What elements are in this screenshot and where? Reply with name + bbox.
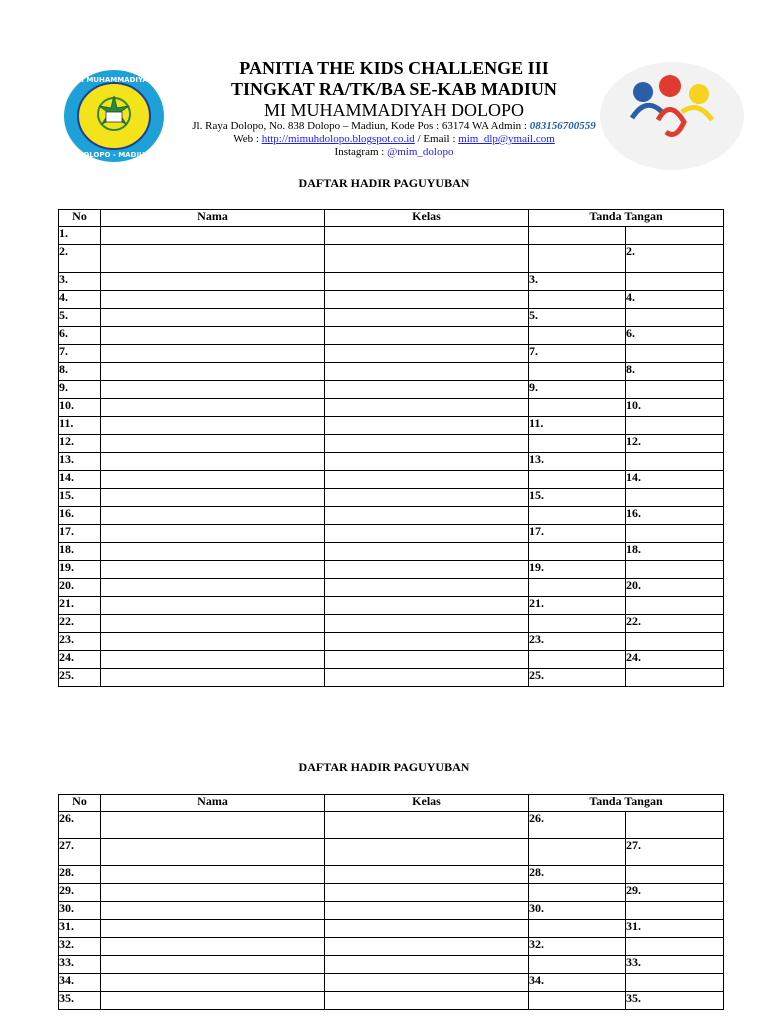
class-cell[interactable] [325,839,529,866]
name-cell[interactable] [101,902,325,920]
signature-cell-right[interactable]: 24. [626,651,724,669]
signature-cell-right[interactable] [626,974,724,992]
signature-cell-left[interactable] [529,543,626,561]
table-row [59,525,724,543]
name-cell[interactable] [101,633,325,651]
row-number: 13. [59,453,101,471]
name-cell[interactable] [101,291,325,309]
mi-muhammadiyah-logo [62,68,166,164]
class-cell[interactable] [325,884,529,902]
web-email-line [160,133,628,146]
class-cell[interactable] [325,597,529,615]
signature-cell-left[interactable] [529,992,626,1010]
svg-text:MI MUHAMMADIYAH: MI MUHAMMADIYAH [74,76,154,84]
row-number: 28. [59,866,101,884]
name-cell[interactable] [101,884,325,902]
table-row [59,669,724,687]
header-line-2: TINGKAT RA/TK/BA SE-KAB MADIUN [231,79,557,99]
kids-challenge-logo [598,60,746,172]
table-row [59,561,724,579]
column-header-tanda-tangan: Tanda Tangan [529,210,724,227]
row-number: 35. [59,992,101,1010]
table-row [59,399,724,417]
signature-cell-right[interactable]: 10. [626,399,724,417]
attendance-table-2 [58,794,724,1010]
signature-cell-right[interactable] [626,381,724,399]
name-cell[interactable] [101,669,325,687]
row-number: 9. [59,381,101,399]
signature-cell-left[interactable] [529,227,626,245]
name-cell[interactable] [101,435,325,453]
email-link[interactable]: mim_dlp@ymail.com [458,133,555,145]
signature-cell-left[interactable] [529,507,626,525]
signature-cell-left[interactable] [529,615,626,633]
row-number: 15. [59,489,101,507]
column-header-no: No [59,795,101,812]
signature-cell-right[interactable] [626,227,724,245]
signature-cell-left[interactable] [529,399,626,417]
class-cell[interactable] [325,812,529,839]
signature-cell-right[interactable] [626,812,724,839]
table-row [59,309,724,327]
signature-cell-left[interactable]: 23. [529,633,626,651]
address-line [160,120,628,133]
signature-cell-left[interactable] [529,920,626,938]
name-cell[interactable] [101,839,325,866]
column-header-nama: Nama [101,210,325,227]
table-row [59,992,724,1010]
class-cell[interactable] [325,579,529,597]
row-number: 16. [59,507,101,525]
signature-cell-right[interactable] [626,669,724,687]
signature-cell-right[interactable] [626,866,724,884]
class-cell[interactable] [325,507,529,525]
signature-cell-left[interactable]: 15. [529,489,626,507]
attendance-table-1 [58,209,724,687]
class-cell[interactable] [325,417,529,435]
row-number: 14. [59,471,101,489]
table-header-row [59,795,724,812]
table-row [59,812,724,839]
table-row [59,866,724,884]
signature-cell-right[interactable] [626,561,724,579]
row-number: 10. [59,399,101,417]
row-number: 1. [59,227,101,245]
name-cell[interactable] [101,525,325,543]
section-title-2: DAFTAR HADIR PAGUYUBAN [298,760,470,774]
row-number: 17. [59,525,101,543]
name-cell[interactable] [101,327,325,345]
class-cell[interactable] [325,543,529,561]
row-number: 5. [59,309,101,327]
class-cell[interactable] [325,363,529,381]
row-number: 7. [59,345,101,363]
section-title-1: DAFTAR HADIR PAGUYUBAN [298,176,470,190]
signature-cell-right[interactable]: 27. [626,839,724,866]
row-number: 29. [59,884,101,902]
signature-cell-right[interactable]: 16. [626,507,724,525]
signature-cell-right[interactable]: 4. [626,291,724,309]
class-cell[interactable] [325,633,529,651]
svg-text:DOLOPO - MADIUN: DOLOPO - MADIUN [77,151,151,159]
name-cell[interactable] [101,309,325,327]
name-cell[interactable] [101,597,325,615]
signature-cell-right[interactable] [626,902,724,920]
column-header-tanda-tangan: Tanda Tangan [529,795,724,812]
name-cell[interactable] [101,507,325,525]
signature-cell-left[interactable]: 32. [529,938,626,956]
signature-cell-right[interactable] [626,489,724,507]
table-row [59,956,724,974]
signature-cell-right[interactable] [626,525,724,543]
class-cell[interactable] [325,345,529,363]
table-row [59,651,724,669]
signature-cell-right[interactable] [626,633,724,651]
class-cell[interactable] [325,938,529,956]
row-number: 26. [59,812,101,839]
table-row [59,507,724,525]
address-text: Jl. Raya Dolopo, No. 838 Dolopo – Madiun, Kode Pos : 63174 WA Admin : [192,120,527,132]
signature-cell-left[interactable]: 25. [529,669,626,687]
table-row [59,489,724,507]
signature-cell-left[interactable]: 34. [529,974,626,992]
signature-cell-left[interactable]: 28. [529,866,626,884]
table-row [59,884,724,902]
class-cell[interactable] [325,227,529,245]
class-cell[interactable] [325,291,529,309]
signature-cell-right[interactable] [626,453,724,471]
signature-cell-right[interactable]: 8. [626,363,724,381]
signature-cell-left[interactable]: 9. [529,381,626,399]
name-cell[interactable] [101,561,325,579]
row-number: 2. [59,245,101,273]
table-row [59,327,724,345]
table-row [59,839,724,866]
signature-cell-left[interactable] [529,363,626,381]
signature-cell-right[interactable]: 29. [626,884,724,902]
signature-cell-right[interactable] [626,417,724,435]
class-cell[interactable] [325,399,529,417]
signature-cell-left[interactable] [529,839,626,866]
class-cell[interactable] [325,974,529,992]
class-cell[interactable] [325,245,529,273]
name-cell[interactable] [101,489,325,507]
name-cell[interactable] [101,363,325,381]
row-number: 30. [59,902,101,920]
header-line-1: PANITIA THE KIDS CHALLENGE III [239,58,549,78]
row-number: 25. [59,669,101,687]
name-cell[interactable] [101,866,325,884]
name-cell[interactable] [101,345,325,363]
name-cell[interactable] [101,245,325,273]
table-row [59,453,724,471]
signature-cell-right[interactable]: 6. [626,327,724,345]
name-cell[interactable] [101,992,325,1010]
name-cell[interactable] [101,651,325,669]
class-cell[interactable] [325,615,529,633]
signature-cell-right[interactable]: 20. [626,579,724,597]
signature-cell-left[interactable]: 21. [529,597,626,615]
table-row [59,417,724,435]
class-cell[interactable] [325,902,529,920]
row-number: 4. [59,291,101,309]
school-name: MI MUHAMMADIYAH DOLOPO [263,100,524,120]
name-cell[interactable] [101,974,325,992]
letterhead [0,58,768,168]
signature-cell-right[interactable] [626,345,724,363]
row-number: 22. [59,615,101,633]
class-cell[interactable] [325,273,529,291]
class-cell[interactable] [325,525,529,543]
signature-cell-right[interactable]: 2. [626,245,724,273]
name-cell[interactable] [101,273,325,291]
signature-cell-left[interactable]: 7. [529,345,626,363]
row-number: 32. [59,938,101,956]
web-label: Web : [233,133,259,145]
class-cell[interactable] [325,651,529,669]
web-link[interactable]: http://mimuhdolopo.blogspot.co.id [261,133,415,145]
row-number: 24. [59,651,101,669]
name-cell[interactable] [101,615,325,633]
signature-cell-left[interactable] [529,435,626,453]
column-header-no: No [59,210,101,227]
table-row [59,597,724,615]
column-header-kelas: Kelas [325,795,529,812]
name-cell[interactable] [101,543,325,561]
signature-cell-left[interactable]: 19. [529,561,626,579]
signature-cell-left[interactable] [529,651,626,669]
signature-cell-left[interactable]: 11. [529,417,626,435]
table-row [59,902,724,920]
class-cell[interactable] [325,956,529,974]
signature-cell-left[interactable] [529,579,626,597]
table-row [59,633,724,651]
table-row [59,381,724,399]
signature-cell-left[interactable]: 3. [529,273,626,291]
class-cell[interactable] [325,327,529,345]
table-row [59,273,724,291]
table-row [59,227,724,245]
class-cell[interactable] [325,453,529,471]
signature-cell-left[interactable]: 30. [529,902,626,920]
column-header-kelas: Kelas [325,210,529,227]
signature-cell-right[interactable]: 18. [626,543,724,561]
row-number: 12. [59,435,101,453]
signature-cell-right[interactable] [626,938,724,956]
class-cell[interactable] [325,435,529,453]
signature-cell-right[interactable]: 35. [626,992,724,1010]
class-cell[interactable] [325,669,529,687]
row-number: 31. [59,920,101,938]
class-cell[interactable] [325,309,529,327]
row-number: 27. [59,839,101,866]
name-cell[interactable] [101,956,325,974]
instagram-handle: @mim_dolopo [387,146,454,158]
name-cell[interactable] [101,417,325,435]
table-row [59,543,724,561]
table-header-row [59,210,724,227]
signature-cell-right[interactable]: 22. [626,615,724,633]
name-cell[interactable] [101,227,325,245]
signature-cell-left[interactable]: 5. [529,309,626,327]
row-number: 19. [59,561,101,579]
row-number: 33. [59,956,101,974]
name-cell[interactable] [101,920,325,938]
class-cell[interactable] [325,561,529,579]
row-number: 21. [59,597,101,615]
table-row [59,291,724,309]
name-cell[interactable] [101,812,325,839]
row-number: 23. [59,633,101,651]
signature-cell-right[interactable]: 12. [626,435,724,453]
signature-cell-left[interactable] [529,291,626,309]
signature-cell-right[interactable] [626,273,724,291]
signature-cell-left[interactable]: 17. [529,525,626,543]
row-number: 8. [59,363,101,381]
signature-cell-left[interactable] [529,327,626,345]
column-header-nama: Nama [101,795,325,812]
class-cell[interactable] [325,992,529,1010]
table-row [59,579,724,597]
signature-cell-left[interactable] [529,884,626,902]
table-row [59,920,724,938]
table-row [59,245,724,273]
name-cell[interactable] [101,381,325,399]
signature-cell-left[interactable]: 13. [529,453,626,471]
name-cell[interactable] [101,938,325,956]
signature-cell-right[interactable] [626,309,724,327]
table-row [59,471,724,489]
email-label: / Email : [417,133,456,145]
row-number: 11. [59,417,101,435]
class-cell[interactable] [325,866,529,884]
name-cell[interactable] [101,471,325,489]
signature-cell-right[interactable]: 14. [626,471,724,489]
instagram-line [160,146,628,159]
row-number: 3. [59,273,101,291]
signature-cell-left[interactable] [529,245,626,273]
table-row [59,363,724,381]
row-number: 6. [59,327,101,345]
table-row [59,938,724,956]
instagram-label: Instagram : [334,146,385,158]
table-row [59,435,724,453]
row-number: 20. [59,579,101,597]
class-cell[interactable] [325,920,529,938]
table-row [59,615,724,633]
row-number: 34. [59,974,101,992]
signature-cell-left[interactable] [529,471,626,489]
signature-cell-right[interactable]: 31. [626,920,724,938]
class-cell[interactable] [325,381,529,399]
name-cell[interactable] [101,579,325,597]
row-number: 18. [59,543,101,561]
signature-cell-right[interactable] [626,597,724,615]
signature-cell-left[interactable]: 26. [529,812,626,839]
signature-cell-left[interactable] [529,956,626,974]
wa-number: 083156700559 [529,120,596,132]
class-cell[interactable] [325,471,529,489]
table-row [59,974,724,992]
name-cell[interactable] [101,399,325,417]
name-cell[interactable] [101,453,325,471]
table-row [59,345,724,363]
class-cell[interactable] [325,489,529,507]
signature-cell-right[interactable]: 33. [626,956,724,974]
